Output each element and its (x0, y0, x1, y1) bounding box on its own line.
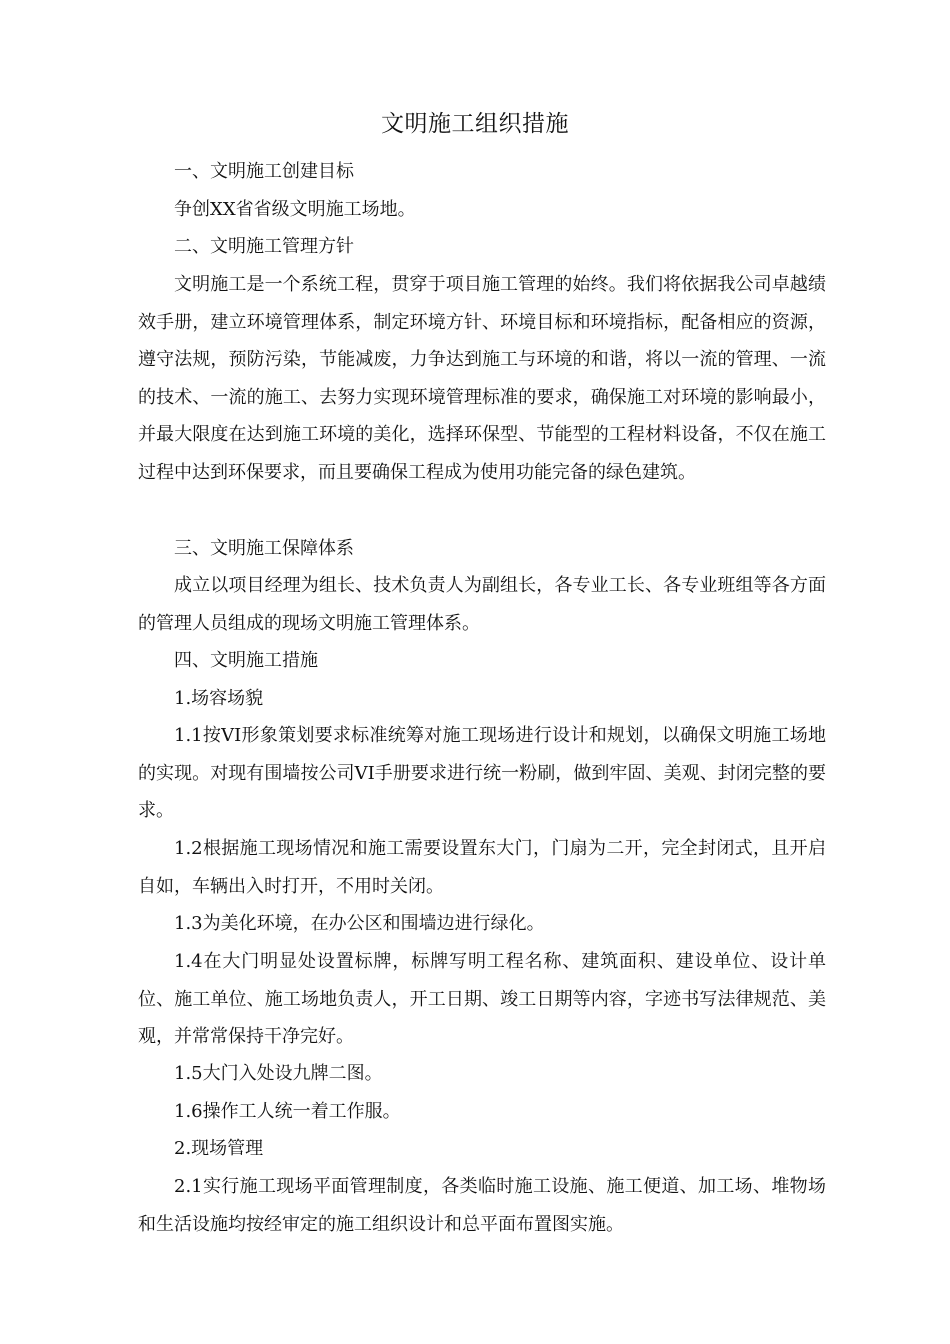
section-heading-system: 三、文明施工保障体系 (174, 538, 354, 559)
item-1-4: 1.4在大门明显处设置标牌，标牌写明工程名称、建筑面积、建设单位、设计单位、施工单位、施工场地负责人，开工日期、竣工日期等内容，字迹书写法律规范、美观，并常常保持干净完好。 (138, 951, 826, 1048)
item-1-2: 1.2根据施工现场情况和施工需要设置东大门，门扇为二开，完全封闭式，且开启自如，车辆出入时打开，不用时关闭。 (138, 838, 826, 897)
item-1-3: 1.3为美化环境，在办公区和围墙边进行绿化。 (174, 913, 545, 934)
item-2-1: 2.1实行施工现场平面管理制度，各类临时施工设施、施工便道、加工场、堆物场和生活设施均按经审定的施工组织设计和总平面布置图实施。 (138, 1176, 826, 1235)
paragraph-policy: 文明施工是一个系统工程，贯穿于项目施工管理的始终。我们将依据我公司卓越绩效手册，建立环境管理体系，制定环境方针、环境目标和环境指标，配备相应的资源，遵守法规，预防污染，节能减废，力争达到施工与环境的和谐，将以一流的管理、一流的技术、一流的施工、去努力实现环境管理标准的要求，确保施工对环境的影响最小，并最大限度在达到施工环境的美化，选择环保型、节能型的工程材料设备，不仅在施工过程中达到环保要求，而且要确保工程成为使用功能完备的绿色建筑。 (138, 274, 826, 483)
section-heading-policy: 二、文明施工管理方针 (174, 236, 354, 257)
section-heading-goal: 一、文明施工创建目标 (174, 161, 354, 182)
item-1-6: 1.6操作工人统一着工作服。 (174, 1101, 401, 1122)
item-1-1: 1.1按VI形象策划要求标准统筹对施工现场进行设计和规划，以确保文明施工场地的实现。对现有围墙按公司VI手册要求进行统一粉刷，做到牢固、美观、封闭完整的要求。 (138, 725, 826, 822)
subheading-site-management: 2.现场管理 (174, 1138, 264, 1159)
item-1-5: 1.5大门入处设九牌二图。 (174, 1063, 383, 1084)
section-heading-measures: 四、文明施工措施 (174, 650, 318, 671)
document-title: 文明施工组织措施 (381, 111, 569, 137)
subheading-site-appearance: 1.场容场貌 (174, 688, 264, 709)
paragraph-goal: 争创XX省省级文明施工场地。 (174, 199, 416, 220)
paragraph-system: 成立以项目经理为组长、技术负责人为副组长，各专业工长、各专业班组等各方面的管理人员组成的现场文明施工管理体系。 (138, 575, 826, 634)
